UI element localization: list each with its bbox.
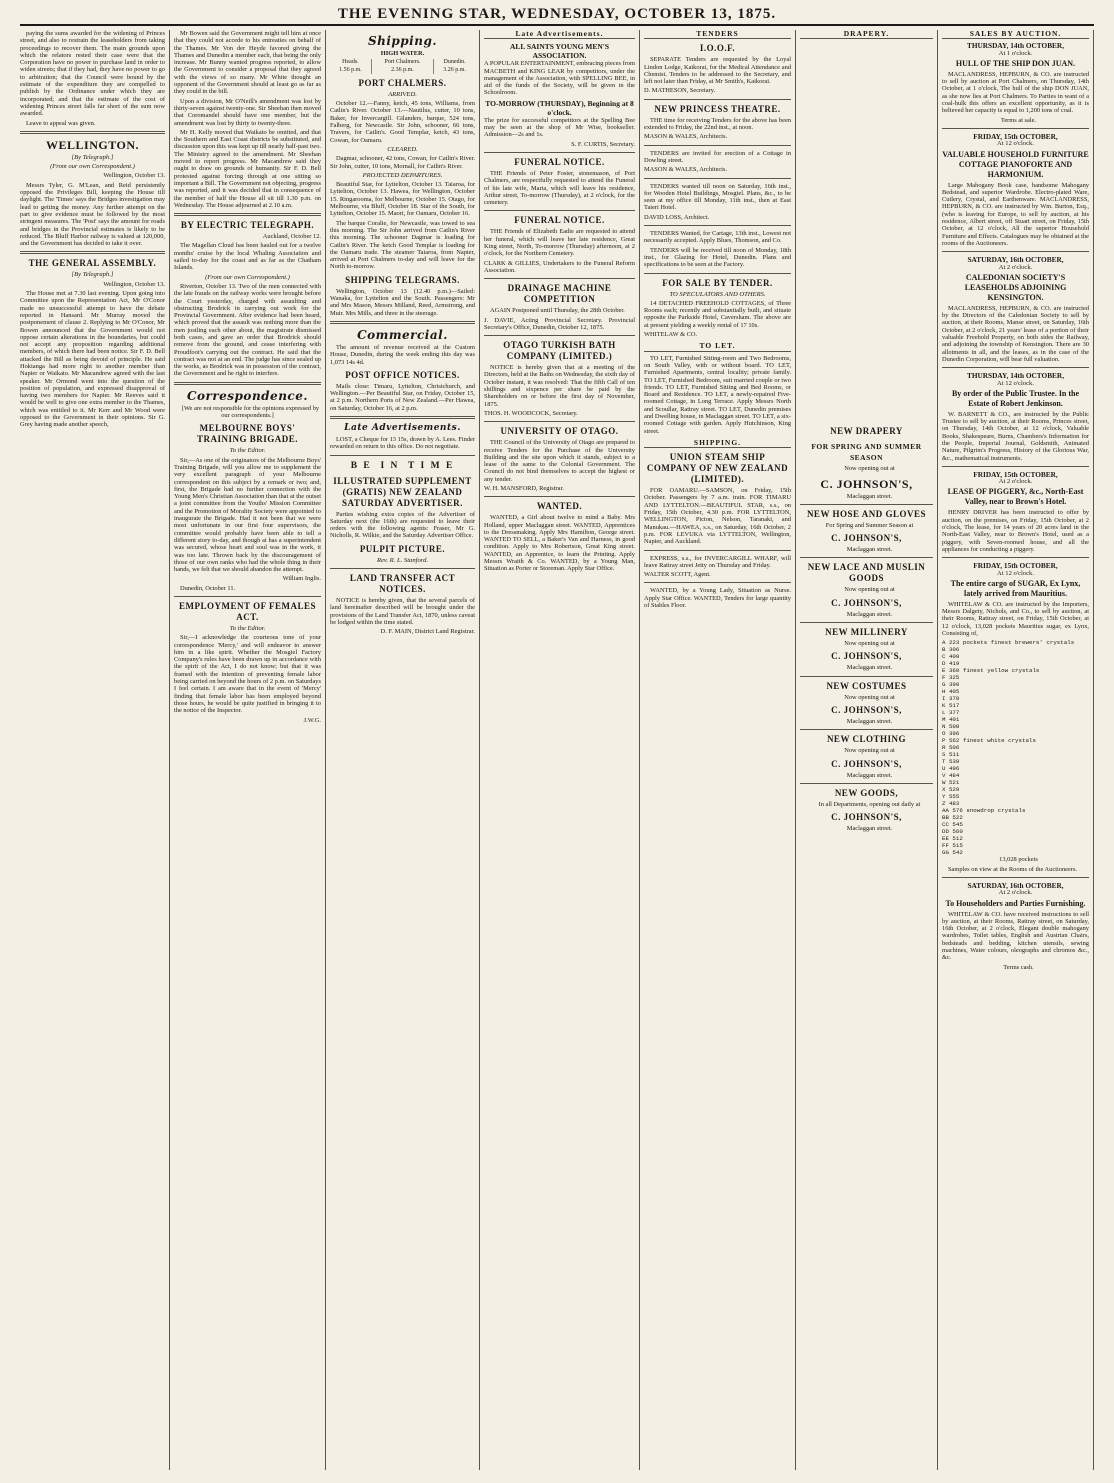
express-ad: EXPRESS, s.s., for INVERCARGILL WHARF, will leave Rattray street Jetty on Thursday and Friday. — [644, 554, 791, 569]
opening-text: Now opening out at — [844, 747, 895, 755]
tide-value: 2.36 p.m. — [371, 67, 433, 74]
column-4 — [484, 30, 640, 1470]
late-ads-heading: Late Advertisements. — [344, 422, 461, 433]
arrivals-list: October 12.—Fanny, ketch, 45 tons, Williams, from Catlin's River. October 13.—Nautilus, cutter, 10 tons, Baker, for Invercargill. Gilanders, barque, 524 tons, Falberg, for Newcastle. Sir John, schooner, 66 tons, Travers, for Catlin's. Good Templar, ketch, 43 tons, Cowan, for Oamaru. — [330, 100, 475, 144]
sugar-list-item: U 496 — [942, 765, 960, 773]
post-office-notice: Mails close: Timaru, Lyttelton, Christchurch, and Wellington.—Per Beautiful Star, on Friday, October 15, at 2 p.m. Northern Ports of New Zealand.—Per Hawea, on Saturday, October 16, at 2 p.m. — [330, 382, 475, 412]
sugar-list-item: L 377 — [942, 709, 960, 717]
auction-title: CALEDONIAN SOCIETY'S LEASEHOLDS ADJOINING KENSINGTON. — [964, 272, 1067, 302]
post-office-heading: POST OFFICE NOTICES. — [345, 369, 460, 380]
sale-by-tender-sub: TO SPECULATORS AND OTHERS. — [669, 290, 766, 298]
employment-act-heading: EMPLOYMENT OF FEMALES ACT. — [178, 601, 316, 622]
sugar-list-item: O 396 — [942, 730, 960, 738]
sale-by-tender-body: 14 DETACHED FREEHOLD COTTAGES, of Three Rooms each; recently and substantially built, and situate opposite the Parkside Hotel, Caversham. The above are at present yielding a weekly rental of 17 10s. — [644, 299, 791, 329]
appeal-article: paying the sums awarded for the widening of Princes street, and also to restrain the leaseholders from taking proceedings to recover them. The main grounds upon which the relators rested their case were that the Corporation have no power to purchase land in order to widen streets; that if they had, they have no power to go to arbitration; that the Council were bound by the estimate of the expenditure they are compelled to publish by the Ordinance under which they are incorporated; and that the estimate of the cost of widening Princes street falls far short of the sum now awarded. — [20, 30, 165, 118]
sugar-list-item: V 484 — [942, 772, 960, 780]
turkish-bath-body: NOTICE is hereby given that at a meeting of the Directors, held at the Baths on Wednesday, the sixth day of October instant, it was resolved: That the fifth Call of ten shillings and sixpence per share be paid by the Shareholders on or before the first day of November, 1875. — [484, 364, 635, 408]
waikato-article: Mr H. Kelly moved that Waikato be omitted, and that the Southern and East Coast districts be substituted, and discussion upon this was kept up till nearly half-past two. The Ministry agreed to the amendment. Mr Sheehan moved to report progress. Mr Macandrew said they ought to draw on grounds of humanity. Sir F. D. Bell protested against forcing through at one sitting so important a Bill. The Government not objecting, progress was reported, and it was decided that in consequence of the member of half the House all sit till 1.30 p.m. on Wednesday. The House adjourned at 2.10 a.m. — [174, 128, 322, 209]
sugar-list-item: K 517 — [942, 702, 960, 710]
sugar-list-item: Y 555 — [942, 793, 960, 801]
sugar-list-item: FF 515 — [942, 842, 963, 850]
auction-body: WHITELAW & CO. are instructed by the Importers, Messrs Dalgety, Nichols, and Co., to sell by auction, at their Rooms, Rattray street, on Friday, 15th October, at 12 o'clock, 13,028 pockets Mauritius sugar, ex Lynx, Consisting of, — [942, 600, 1089, 638]
commercial-article: The amount of revenue received at the Custom House, Dunedin, during the week ending this day was 1,073 14s 4d. — [330, 343, 475, 366]
wanted-ads: WANTED, by a Young Lady, Situation as Nurse. Apply Star Office. WANTED, Tenders for large quantity of Stables Floor. — [644, 587, 791, 610]
divider — [800, 676, 933, 677]
column-2 — [174, 30, 326, 1470]
drainage-body: AGAIN Postponed until Thursday, the 28th October. — [490, 307, 625, 315]
university-heading: UNIVERSITY OF OTAGO. — [500, 426, 619, 437]
wellington-heading: WELLINGTON. — [46, 137, 139, 152]
telegraph-byline: [By Telegraph.] — [71, 271, 114, 279]
princess-theatre-body: THE time for receiving Tenders for the above has been extended to Friday, the 22nd inst., at noon. — [644, 116, 791, 132]
sugar-list-item: G 390 — [942, 681, 960, 689]
johnson-name: C. JOHNSON'S, — [831, 651, 902, 662]
ad-signature: THOS. H. WOODCOCK, Secretary. — [484, 409, 578, 417]
iof-body: SEPARATE Tenders are requested by the Loyal Lindon Lodge, Kaikorai, for the Medical Attendance and Chemist. Tenders to be addressed to the Secretary, and left not later than Friday, at Mr Smith's, Kaikorai. — [644, 56, 791, 86]
column-3 — [330, 30, 480, 1470]
brigade-heading: MELBOURNE BOYS' TRAINING BRIGADE. — [196, 423, 298, 445]
in-time-banner: B E I N T I M E — [350, 460, 455, 471]
shipping-heading: Shipping. — [367, 34, 438, 48]
tide-value: 1.56 p.m. — [339, 66, 362, 73]
funeral-notice: THE Friends of Peter Foster, stonemason, of Port Chalmers, are respectfully requested to attend the Funeral of his late wife, Maria, which will leave his residence, Arthur street, To-morrow (Thursday), at 2 o'clock, for the cemetery. — [484, 169, 635, 207]
tender-wooden-hotel: TENDERS wanted till noon on Saturday, 16th inst., for Wooden Hotel Buildings, Mosgiel. Plans, &c., to be seen at my office till Monday, 11th inst., then at East Taieri Hotel. — [644, 182, 791, 212]
auction-date: SATURDAY, 16th OCTOBER, — [967, 880, 1064, 890]
auction-date: THURSDAY, 14th OCTOBER, — [966, 41, 1065, 51]
sugar-list-item: R 506 — [942, 744, 960, 752]
column-5 — [644, 30, 796, 1470]
divider — [800, 504, 933, 505]
divider — [644, 273, 791, 274]
divider — [174, 596, 321, 597]
sugar-list — [942, 639, 1089, 856]
hose-heading: NEW HOSE AND GLOVES — [806, 508, 927, 519]
bowen-article: Mr Bowen said the Government might tell him at once that they could not accede to his entreaties on behalf of the Thames. Mr Von der Heyde favored giving the Thames and Dunedin a member each, that being the only increase. Mr Bunny wanted progress reported, to allow the Government to consider a proposal that they agreed with the views of so many. Mr White thought an opponent of the Government should at least go as far as they could in the bill. — [174, 30, 321, 96]
divider — [174, 382, 321, 385]
column-6 — [800, 30, 938, 1470]
sugar-list-item: W 521 — [942, 779, 960, 787]
tide-table — [330, 59, 475, 74]
auction-date: FRIDAY, 15th OCTOBER, — [973, 561, 1058, 571]
auction-date: THURSDAY, 14th OCTOBER, — [966, 371, 1065, 381]
column-7 — [942, 30, 1094, 1470]
to-the-editor: To the Editor. — [229, 447, 266, 455]
sugar-list-item: Z 483 — [942, 800, 960, 808]
shipping-telegrams: Wellington, October 13 (12.40 p.m.)—Sailed: Wanaka, for Lyttelton and the South. Passengers: Mr and Mrs Mason, Messrs Milland, Reed, Armstrong, and Muir. Mrs Mills, and three in the steerage. — [330, 287, 475, 317]
lace-heading: NEW LACE AND MUSLIN GOODS — [807, 562, 926, 584]
arrived-heading: ARRIVED. — [388, 90, 417, 98]
divider — [942, 367, 1089, 368]
opening-text: Now opening out at — [844, 465, 895, 473]
auction-time: At 12 o'clock. — [997, 569, 1034, 577]
divider — [20, 131, 165, 134]
johnson-name: C. JOHNSON'S, — [831, 597, 902, 608]
tide-label: Dunedin. — [434, 59, 475, 66]
divider — [484, 152, 635, 153]
divider — [330, 321, 475, 324]
blank-space — [800, 42, 933, 422]
correspondence-heading: Correspondence. — [186, 388, 309, 403]
sugar-note: Samples on view at the Rooms of the Auctioneers. — [948, 865, 1078, 873]
ad-signature: J. DAVIE, Acting Provincial Secretary. Provincial Secretary's Office, Dunedin, October 12, 1875. — [484, 316, 635, 331]
sugar-list-item: GG 542 — [942, 849, 963, 857]
employment-letter: Sir,—I acknowledge the courteous tone of your correspondence 'Mercy,' and will endeavor to answer him in a like spirit. Whether the Mosgiel Factory Company's rules have been drawn up in accordance with the spirit of the Act, I do not know; but that it was framed with the intention of preventing female labor being carried on beyond the hours of 2 p.m. on Saturdays I feel certain. I am aware that in the event of 'Mercy' finding that female labor has been employed beyond those hours, he would be quite justified in bringing it to the notice of the Inspector. — [174, 634, 321, 715]
ad-body: The prize for successful competitors at the Spelling Bee may be seen at the shop of Mr Wise, bookseller. Admission—2s and 1s. — [484, 116, 635, 139]
new-drapery-heading: NEW DRAPERY — [830, 426, 903, 437]
land-transfer-body: NOTICE is hereby given, that the several parcels of land hereinafter described will be brought under the provisions of the Land Transfer Act, 1870, unless caveat be lodged within the time stated. — [330, 597, 475, 626]
auction-terms: Terms at sale. — [1000, 116, 1037, 124]
sugar-list-item: N 508 — [942, 723, 960, 731]
clearances-list: Dagmar, schooner, 42 tons, Cowan, for Catlin's River. Sir John, cutter, 10 tons, Mornall, for Catlin's River. — [330, 155, 475, 170]
cleared-heading: CLEARED. — [387, 145, 418, 153]
tide-value: 3.26 p.m. — [434, 67, 475, 74]
goods-heading: NEW GOODS, — [834, 787, 899, 798]
new-drapery-sub: FOR SPRING AND SUMMER SEASON — [811, 442, 922, 463]
shipping-telegrams-heading: SHIPPING TELEGRAMS. — [345, 274, 460, 285]
divider — [800, 557, 933, 558]
auction-heading: SALES BY AUCTION. — [942, 30, 1089, 39]
sugar-list-item: S 511 — [942, 751, 960, 759]
divider — [644, 582, 791, 583]
sugar-list-item: C 409 — [942, 653, 960, 661]
to-let-ads: TO LET, Furnished Sitting-room and Two Bedrooms, on South Valley, with or without board. TO LET, Furnished Apartments, central locality; private family. TO LET, Furnished Bedroom, suit married couple or two friends. TO LET, Furnished Sitting and Bed Rooms, or Board and Residence. TO LET, a newly-repaired Five-roomed Cottage, in Long Terrace. Apply Messrs North and Scoullar, Rattray street. TO LET, Dunedin premises and Dwelling house, in Maclaggan street. TO LET, a six-roomed Cottage with garden. Apply Hutchinson, King street. — [644, 354, 791, 435]
tender-glazing: TENDERS will be received till noon of Monday, 18th inst., for Glazing for Hotel, Dunedin. Plans and specifications to be seen at the Factory. — [644, 246, 791, 269]
ad-signature: W. H. MANSFORD, Registrar. — [484, 484, 564, 492]
auction-time: At 2 o'clock. — [998, 263, 1033, 271]
auction-time: At 1 o'clock. — [998, 49, 1033, 57]
letter-place: Dunedin, October 11. — [180, 584, 236, 592]
correspondent-byline: (From our own Correspondent.) — [50, 163, 135, 171]
letter-signature: William Inglis. — [282, 575, 321, 583]
ad-signature: WHITELAW & CO. — [644, 331, 698, 339]
ad-signature: S. F. CURTIS, Secretary. — [571, 140, 635, 148]
street-text: Maclaggan street. — [846, 825, 893, 833]
letter-signature: J.W.G. — [303, 716, 321, 724]
illustrated-supplement-body: Parties wishing extra copies of the Advertiser of Saturday next (the 16th) are requested to leave their orders with the following agents: Fraser, Mr G. Nicholls, R. Wilkie, and the Saturday Advertiser Office. — [330, 510, 475, 540]
sugar-list-item: EE 512 — [942, 835, 963, 843]
sugar-list-item: D 419 — [942, 660, 960, 668]
union-steam-heading: UNION STEAM SHIP COMPANY OF NEW ZEALAND (LIMITED). — [646, 452, 789, 485]
wellington-article: Messrs Tyler, G. M'Lean, and Reid persistently opposed the Privileges Bill, keeping the House till daylight. The 'Times' says the Bridges investigation may lead to getting the money. Any further attempt on the part to give evidence must be followed by the most stringent measures. The 'Post' says the amount for roads and bridges in the Provincial estimates is likely to be reduced. The Bluff Harbor railway is valued at 120,000, and the Government has decided to take it over. — [20, 181, 165, 248]
departures-heading: PROJECTED DEPARTURES. — [362, 171, 443, 179]
divider — [942, 557, 1089, 558]
clothing-heading: NEW CLOTHING — [826, 734, 907, 745]
telegraph-byline: [By Telegraph.] — [71, 153, 114, 161]
sugar-list-item: X 529 — [942, 786, 960, 794]
shipping-ads-heading: SHIPPING. — [644, 439, 791, 448]
university-body: THE Council of the University of Otago are prepared to receive Tenders for the Purchase of the University Building and the site upon which it stands, subject to a lease of the same to the Colonial Government. The Council do not bind themselves to accept the highest or any tender. — [484, 439, 635, 483]
auction-date: FRIDAY, 15th OCTOBER, — [973, 131, 1058, 141]
dateline: Wellington, October 13. — [103, 280, 165, 288]
opening-text: Now opening out at — [844, 693, 895, 701]
newspaper-title: THE EVENING STAR, WEDNESDAY, OCTOBER 13, 1875. — [337, 6, 777, 22]
union-steam-body: FOR OAMARU.—SAMSON, on Friday, 15th October. Passengers by 7 a.m. train. FOR TIMARU AND LYTTELTON.—BEAUTIFUL STAR, s.s., on Friday, 15th October, 4.30 p.m. FOR LYTTELTON, WELLINGTON, Picton, Nelson, Taranaki, and Manukau.—HAWEA, s.s., on Saturday, 16th October, 2 p.m. FOR LEVUKA via LYTTELTON, Wellington, Napier, and Auckland. — [644, 487, 791, 546]
divider — [330, 455, 475, 456]
commercial-heading: Commercial. — [357, 327, 448, 342]
funeral-heading: FUNERAL NOTICE. — [514, 215, 605, 226]
disclaimer: [We are not responsible for the opinions expressed by our correspondents.] — [181, 404, 320, 420]
sugar-list-item: T 539 — [942, 758, 960, 766]
ad-signature: MASON & WALES, Architects. — [644, 133, 728, 141]
divider — [644, 225, 791, 226]
wanted-ads: WANTED, a Girl about twelve to mind a Baby. Mrs Holland, upper Maclaggan street. WANTED, Apprentices to the Dressmaking. Apply Mrs Hamilton, George street. WANTED TO SELL, a Baker's Van and Harness, in good condition. Apply to Mrs Robertson, Great King street. WANTED, an Apprentice, to learn the Printing. Apply Messrs Wraith & Co. WANTED, by a Young Man, Situation as Porter or Storeman. Apply Star Office. — [484, 514, 635, 573]
millinery-heading: NEW MILLINERY — [825, 627, 908, 638]
land-transfer-sign: D. F. MAIN, District Land Registrar. — [380, 628, 475, 636]
street-text: Maclaggan street. — [846, 610, 893, 618]
hose-sub: For Spring and Summer Season at — [825, 521, 914, 529]
column-1 — [20, 30, 170, 1470]
divider — [942, 251, 1089, 252]
ad-signature: CLARK & GILLIES, Undertakers to the Funeral Reform Association. — [484, 259, 635, 274]
auction-title: To Householders and Parties Furnishing. — [945, 898, 1086, 908]
sugar-list-item: E 360 finest yellow crystals — [942, 667, 1040, 675]
auction-title: LEASE OF PIGGERY, &c., North-East Valley, near to Brown's Hotel. — [947, 487, 1084, 507]
dateline: Wellington, October 13. — [103, 172, 165, 180]
ad-signature: D. MATHESON, Secretary. — [644, 87, 716, 95]
ad-body: A POPULAR ENTERTAINMENT, embracing pieces from MACBETH and KING LEAR by competitors, under the management of the Association, with SPELLING BEE, in aid of the funds of the Society, will be given in the Schoolroom. — [484, 60, 635, 97]
tenders-heading: TENDERS — [644, 30, 791, 39]
assembly-heading: THE GENERAL ASSEMBLY. — [28, 258, 157, 269]
street-text: Maclaggan street. — [846, 546, 893, 554]
pulpit-sub: Rev. R. L. Stanford. — [376, 556, 429, 564]
divider — [800, 783, 933, 784]
auction-body: W. BARNETT & CO., are instructed by the Public Trustee to sell by auction, at their Rooms, Princes street, on Thursday, 14th October, at 12 o'clock, Valuable Books, Shakespeare, Burns, Chambers's Information for the People, Imperial Journal, Goldsmith, Animated Nature, Pilgrim's Progress, History of the Glorious War, &c., mathematical instruments. — [942, 410, 1089, 462]
port-heading: PORT CHALMERS. — [358, 77, 447, 88]
johnson-name: C. JOHNSON'S, — [820, 476, 913, 491]
auction-title: HULL OF THE SHIP DON JUAN. — [955, 58, 1076, 68]
divider — [942, 128, 1089, 129]
masthead — [20, 6, 1094, 26]
dateline: Auckland, October 12. — [262, 233, 321, 241]
johnson-name: C. JOHNSON'S, — [831, 533, 902, 544]
sugar-list-item: H 405 — [942, 688, 960, 696]
auction-date: FRIDAY, 15th OCTOBER, — [973, 469, 1058, 479]
princess-theatre-heading: NEW PRINCESS THEATRE. — [654, 103, 781, 114]
sugar-total: 13,028 pockets — [999, 856, 1038, 864]
divider — [800, 622, 933, 623]
johnson-name: C. JOHNSON'S, — [831, 812, 902, 823]
johnson-name: C. JOHNSON'S, — [831, 758, 902, 769]
divider — [330, 416, 475, 419]
drainage-heading: DRAINAGE MACHINE COMPETITION — [507, 283, 612, 305]
tender-cartage: TENDERS Wanted, for Cartage, 13th inst., Lowest not necessarily accepted. Apply Blues, Thomson, and Co. — [644, 230, 791, 245]
divider — [484, 496, 635, 497]
lost-cheque-ad: LOST, a Cheque for 13 15s, drawn by A. Lees. Finder rewarded on return to this office. Do not negotiate. — [330, 435, 475, 451]
street-text: Maclaggan street. — [846, 717, 893, 725]
electric-telegraph-heading: BY ELECTRIC TELEGRAPH. — [180, 220, 315, 231]
ad-date: TO-MORROW (THURSDAY), Beginning at 8 o'clock. — [485, 98, 634, 117]
ad-signature: WALTER SCOTT, Agent. — [644, 571, 711, 579]
tender-cottage: TENDERS are invited for erection of a Cottage in Dowling street. — [644, 149, 791, 164]
auction-body: MACLANDRESS, HEPBURN, & CO. are instructed by the Directors of the Caledonian Society to sell by auction, at their Rooms, Manse street, on Saturday, 16th October, at 2 o'clock, 21 years' lease of a portion of their valuable Freehold Property, on both sides the Railway, and adjoining the township of Kensington. There are 30 allotments in all, and the leases, as in the case of the Dunedin Corporation, will bear full valuation. — [942, 304, 1089, 363]
auction-body: MACLANDRESS, HEPBURN, & CO. are instructed to sell by auction at Port Chalmers, on Thursday, 14th October, at 1 o'clock, The hull of the ship DON JUAN, as she now lies at Port Chalmers. To Parties in want of a coal-hulk this offers an excellent opportunity, as it is believed her capacity is equal to 1,200 tons of coal. — [942, 70, 1089, 115]
tide-label: Heads. — [342, 59, 359, 66]
auction-body: WHITELAW & CO. have received instructions to sell by auction, at their Rooms, Rattray street, on Saturday, 16th October, at 2 o'clock, Elegant double mahogany wardrobes, Toilet tables, English and Austrian Chairs, bedsteads and bedding, kitchen utensils, sewing machines, Water colours, oleographs and chromos &c., &c. — [942, 910, 1089, 962]
auction-body: HENRY DRIVER has been instructed to offer by auction, on the premises, on Friday, 15th October, at 2 o'clock, The lease, for 14 years of 20 acres land in the North-East Valley, near to Brown's Hotel, used as a piggery, with Seven-roomed house, and all the appliances for conducting a piggery. — [942, 509, 1089, 553]
to-the-editor: To the Editor. — [229, 625, 266, 632]
street-text: Maclaggan street. — [846, 771, 893, 779]
shipping-news: The barque Coralie, for Newcastle, was towed to sea this morning. The Sir John arrived from Catlin's River this morning. The schooner Dagmar is loading for Catlin's River. The ketch Good Templar is loading for the Oamaru trade. The steamer Taiaroa, from Napier, arrived at Port Chalmers to-day and will leave for the North to-morrow. — [330, 219, 475, 271]
sugar-list-item: F 325 — [942, 674, 960, 682]
auction-title: VALUABLE HOUSEHOLD FURNITURE COTTAGE PIANOFORTE AND HARMONIUM. — [942, 149, 1089, 179]
ad-heading: ALL SAINTS YOUNG MEN'S ASSOCIATION. — [509, 42, 610, 61]
divider — [174, 213, 321, 216]
correspondent-byline: (From our own Correspondent.) — [205, 273, 290, 281]
all-saints-ad — [484, 42, 635, 148]
auction-time: At 12 o'clock. — [997, 140, 1034, 148]
ad-signature: MASON & WALES, Architects. — [644, 166, 728, 174]
divider — [644, 550, 791, 551]
opening-text: Now opening out at — [844, 586, 895, 594]
divider — [484, 335, 635, 336]
tide-label: Port Chalmers. — [371, 59, 433, 66]
auction-terms: Terms cash. — [1003, 963, 1034, 971]
auction-time: At 2 o'clock. — [998, 478, 1033, 486]
departures-list: Beautiful Star, for Lyttelton, October 13. Taiaroa, for Lyttelton, October 13. Hawea, for Wellington, October 15. Ringarooma, for Melbourne, October 15. Otago, for Melbourne, via Bluff, October 18. Star of the South, for Lyttelton, October 15. Maori, for Oamaru, October 16. — [330, 181, 475, 218]
sugar-list-item: M 401 — [942, 716, 960, 724]
funeral-heading: FUNERAL NOTICE. — [514, 156, 605, 167]
divider — [20, 251, 165, 254]
to-let-heading: TO LET. — [644, 342, 791, 351]
auction-title: By order of the Public Trustee. In the Estate of Robert Jenkinson. — [951, 388, 1080, 408]
high-water-heading: HIGH WATER. — [380, 50, 425, 57]
sugar-list-item: BB 522 — [942, 814, 963, 822]
brigade-letter: Sir,—As one of the originators of the Melbourne Boys' Training Brigade, will you allow me to supplement the very excellent paragraph of your Melbourne correspondent on this subject by a remark or two; and, first, the Brigade had no further connection with the Young Men's Christian Association than that at the outset a joint committee from the Youths' Mission Committee and the Promotion of Morality Society were appointed to inaugurate the Brigade. Had it not been that we were most unfortunate in our first four supervisors, the committee would probably have been able to tell a different story to-day, and though at has a superintendent was secured, whose heart and soul was in the work, it was too late. Thrown back by the discouragement of those of our own ranks who had the whole thing in their hands, we felt that we should abandon the attempt. — [174, 456, 321, 574]
auction-body: Large Mahogany Book case, handsome Mahogany Bedstead, and superior Wardrobe. Electro-plated Ware, Cutlery, Crystal, and Earthenware. MACLANDRESS, HEPBURN, & CO. are instructed by Wm. Burton, Esq., (who is leaving for Europe, to sell by auction, at his residence, Albert street, off Stuart street, on Friday, 15th October, at 12 o'clock, All the superior Household Furniture and Effects. Catalogues may be obtained at the rooms of the Auctioneers. — [942, 181, 1089, 247]
costumes-heading: NEW COSTUMES — [826, 680, 907, 691]
divider — [484, 210, 635, 211]
sugar-list-item: A 223 pockets finest brewers' crystals — [942, 639, 1075, 647]
auction-title: The entire cargo of SUGAR, Ex Lynx, lately arrived from Mauritius. — [950, 578, 1081, 598]
sugar-list-item: I 378 — [942, 695, 960, 703]
opening-text: Now opening out at — [844, 640, 895, 648]
divider — [644, 145, 791, 146]
divider — [644, 99, 791, 100]
sugar-list-item: P 562 finest white crystals — [942, 737, 1036, 745]
wanted-heading: WANTED. — [536, 501, 583, 512]
street-text: Maclaggan street. — [846, 664, 893, 672]
street-text: Maclaggan street. — [846, 492, 893, 500]
funeral-notice: THE Friends of Elizabeth Eadie are requested to attend her funeral, which will leave her late residence, Great King street, North, To-morrow (Thursday) afternoon, at 2 o'clock, for the Northern Cemetery. — [484, 228, 635, 258]
divider — [942, 877, 1089, 878]
sale-by-tender-heading: FOR SALE BY TENDER. — [662, 277, 773, 288]
divider — [942, 466, 1089, 467]
sugar-list-item: CC 545 — [942, 821, 963, 829]
divider — [484, 421, 635, 422]
divider — [484, 278, 635, 279]
sugar-list-item: DD 560 — [942, 828, 963, 836]
turkish-bath-heading: OTAGO TURKISH BATH COMPANY (LIMITED.) — [503, 340, 616, 362]
drapery-heading: DRAPERY. — [800, 30, 933, 39]
division-article: Upon a division, Mr O'Neill's amendment was lost by thirty-seven against twenty-one. Sir Sheehan then moved that Coromandel should have one member, but the amendment was lost by thirty to twenty-three. — [174, 97, 321, 127]
auction-time: At 12 o'clock. — [997, 379, 1034, 387]
iof-heading: I.O.O.F. — [699, 43, 736, 54]
illustrated-supplement-heading: ILLUSTRATED SUPPLEMENT (GRATIS) NEW ZEALAND SATURDAY ADVERTISER. — [333, 475, 472, 508]
late-ads-heading: Late Advertisements. — [484, 30, 635, 39]
sugar-list-item: AA 576 snowdrop crystals — [942, 807, 1026, 815]
sugar-list-item: B 306 — [942, 646, 960, 654]
pulpit-heading: PULPIT PICTURE. — [359, 543, 446, 554]
divider — [330, 568, 475, 569]
riverton-article: Riverton, October 13. Two of the men connected with the late frauds on the railway works were brought before the Court yesterday, charged with assaulting and obstructing Brodrick in carrying out work for the Provincial Government. After evidence had been heard, which proved that the assault was nothing more than the men jostling each other about, the magistrate dismissed both cases, and gave an order that Brodrick should remove from the ground, and cease interfering with Proudfoot's carrying out the contract. He said that the contract was not at an end. The judge has since sealed up the works, as Brodrick was in possession of the contract, the Government and he right to interfere. — [174, 282, 321, 378]
divider — [644, 178, 791, 179]
auction-time: At 2 o'clock. — [998, 889, 1033, 897]
leave-to-appeal: Leave to appeal was given. — [26, 119, 96, 127]
goods-sub: In all Departments, opening out daily at — [818, 800, 921, 808]
ad-signature: DAVID LOSS, Architect. — [644, 213, 710, 221]
auction-date: SATURDAY, 16th OCTOBER, — [967, 255, 1064, 265]
divider — [800, 729, 933, 730]
assembly-article: The House met at 7.30 last evening. Upon going into Committee upon the Representation Act, Mr O'Conor made no unsuccessful attempt to have the debate reported in Hansard. Mr Murray moved the postponement of clause 2. Replying to Mr O'Conor, Mr Bowen announced that the Government would not oppose certain alterations in the boundaries, but could not accept any proposition regarding additional members, of which there had been notice. Sir F. D. Bell attacked the Bill as being devoid of principle. He said Hokianga had more right to another member than Napier or Waikato. Mr Macandrew agreed with the last speaker. Mr Ormond went into the question of the position of population, and expressed disapproval of having two members for Napier. Mr Reeves said it would be well to give one extra member to the Thames, which was entitled to it. Mr Kerr and Mr Wood were opposed to the Government in their opinions. Sir G. Grey having made another speech, — [20, 290, 165, 429]
johnson-name: C. JOHNSON'S, — [831, 704, 902, 715]
auckland-article: The Magellan Cloud has been hauled out for a twelve months' cruise by the local Whaling Association and sailed to-day for the coast and as far as the Chatham Islands. — [174, 242, 321, 272]
land-transfer-heading: LAND TRANSFER ACT NOTICES. — [349, 573, 456, 595]
